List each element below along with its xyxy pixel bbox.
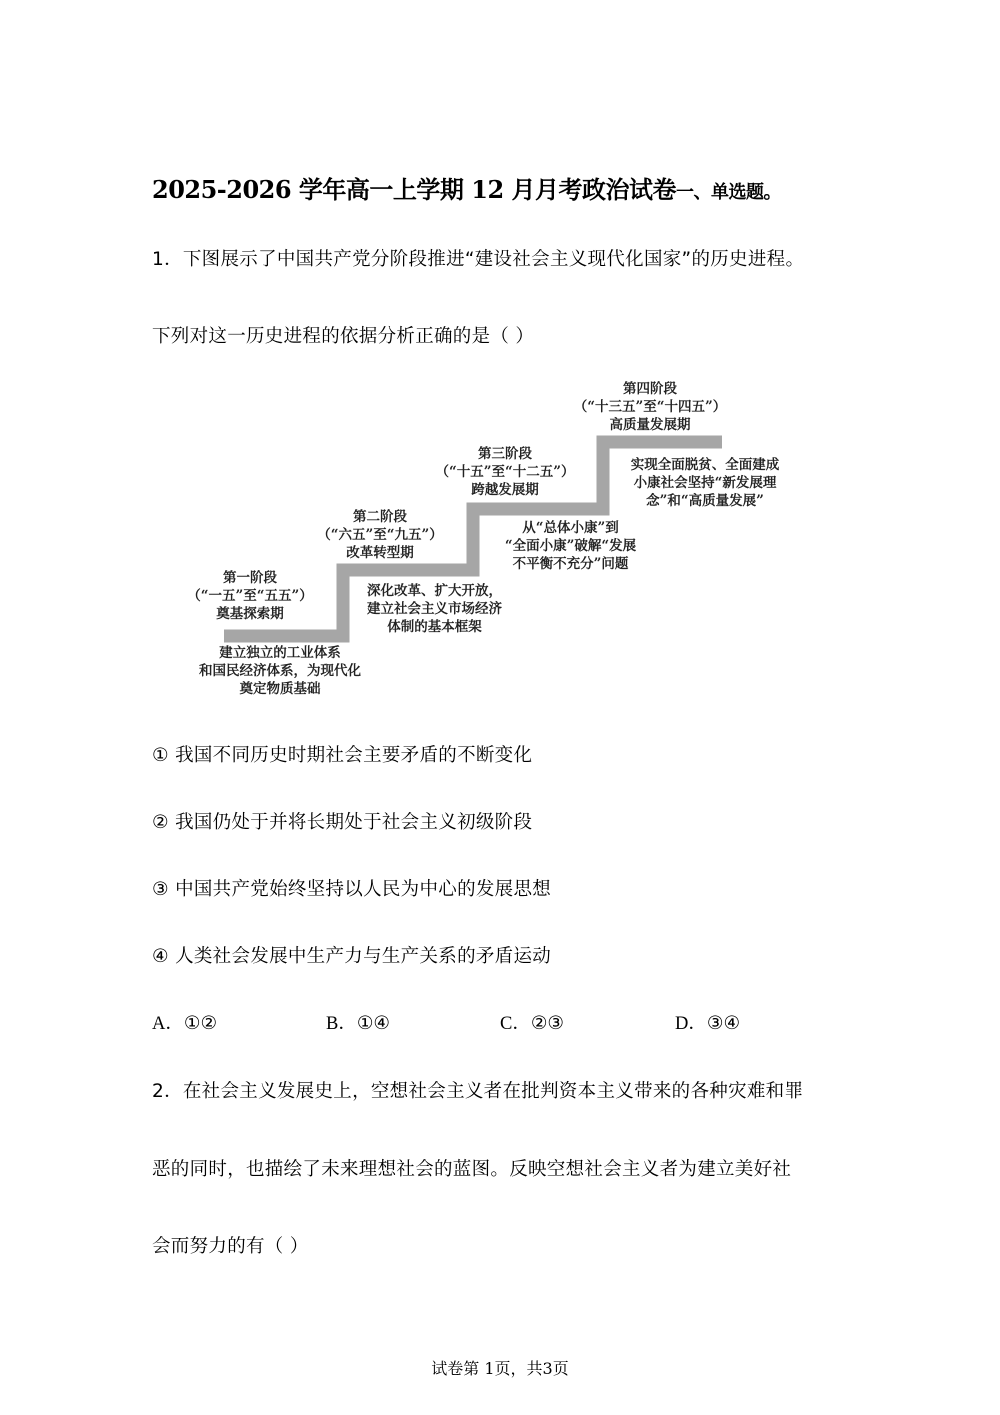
page-footer: 试卷第 1页，共3页 — [431, 1359, 569, 1378]
stage-4-desc-line: 实现全面脱贫、全面建成 — [630, 457, 780, 473]
stage-4-header — [550, 380, 750, 434]
stage-4-period: （“十三五”至“十四五”） — [573, 399, 727, 415]
stage-3-name: 第三阶段 — [478, 446, 532, 462]
stage-2-desc-line: 建立社会主义市场经济 — [367, 601, 502, 617]
q1-statement-2: ② 我国仍处于并将长期处于社会主义初级阶段 — [152, 812, 533, 833]
option-b-value: ①④ — [356, 1013, 391, 1034]
option-c[interactable] — [500, 1009, 564, 1035]
stage-3-header — [415, 445, 595, 499]
stage-2-header — [300, 508, 460, 562]
option-a[interactable] — [152, 1009, 217, 1035]
stage-2-label: 改革转型期 — [346, 545, 414, 561]
stage-3-desc — [483, 519, 658, 573]
stage-4-desc-line: 念”和“高质量发展” — [646, 493, 764, 509]
stage-4-desc — [610, 456, 800, 510]
option-d-value: ③④ — [706, 1013, 741, 1034]
section-heading: 一、单选题。 — [676, 182, 782, 203]
stage-1-desc-line: 奠定物质基础 — [239, 681, 321, 697]
exam-title: 2025-2026 学年高一上学期 12 月月考政治试卷 — [152, 175, 677, 204]
q2-stem-line2: 恶的同时，也描绘了未来理想社会的蓝图。反映空想社会主义者为建立美好社 — [152, 1159, 792, 1180]
option-d-key: D． — [675, 1014, 707, 1034]
stage-2-name: 第二阶段 — [353, 509, 407, 525]
stage-3-desc-line: “全面小康”破解“发展 — [504, 538, 637, 554]
option-a-value: ①② — [183, 1013, 218, 1034]
q2-stem-line3: 会而努力的有（ ） — [152, 1236, 309, 1257]
stage-1-period: （“一五”至“五五”） — [187, 588, 313, 604]
stage-4-desc-line: 小康社会坚持“新发展理 — [633, 475, 777, 491]
option-b[interactable] — [326, 1009, 390, 1035]
stage-4-name: 第四阶段 — [623, 381, 677, 397]
stage-1-desc — [180, 644, 380, 698]
stage-2-desc — [352, 582, 517, 636]
stage-3-desc-line: 从“总体小康”到 — [522, 520, 619, 536]
page-title — [152, 170, 781, 205]
option-a-key: A． — [152, 1014, 184, 1034]
stage-1-name: 第一阶段 — [223, 570, 277, 586]
stage-2-desc-line: 深化改革、扩大开放， — [367, 583, 502, 599]
stage-1-desc-line: 和国民经济体系，为现代化 — [199, 663, 361, 679]
q1-statement-4: ④ 人类社会发展中生产力与生产关系的矛盾运动 — [152, 946, 552, 967]
stage-2-desc-line: 体制的基本框架 — [387, 619, 482, 635]
q1-statement-1: ① 我国不同历史时期社会主要矛盾的不断变化 — [152, 745, 533, 766]
stage-1-header — [170, 569, 330, 623]
q1-stem-line2: 下列对这一历史进程的依据分析正确的是（ ） — [152, 326, 535, 347]
option-c-value: ②③ — [530, 1013, 565, 1034]
q1-statement-3: ③ 中国共产党始终坚持以人民为中心的发展思想 — [152, 879, 552, 900]
option-b-key: B． — [326, 1014, 357, 1034]
option-d[interactable] — [675, 1009, 740, 1035]
q2-stem-line1: 2．在社会主义发展史上，空想社会主义者在批判资本主义带来的各种灾难和罪 — [152, 1081, 804, 1102]
stage-1-desc-line: 建立独立的工业体系 — [219, 645, 341, 661]
stage-3-label: 跨越发展期 — [471, 482, 539, 498]
stage-4-label: 高质量发展期 — [609, 417, 691, 433]
option-c-key: C． — [500, 1014, 531, 1034]
stage-3-desc-line: 不平衡不充分”问题 — [512, 556, 629, 572]
stage-3-period: （“十五”至“十二五”） — [435, 464, 575, 480]
stage-2-period: （“六五”至“九五”） — [317, 527, 443, 543]
q1-stem-line1: 1．下图展示了中国共产党分阶段推进“建设社会主义现代化国家”的历史进程。 — [152, 249, 805, 270]
stage-1-label: 奠基探索期 — [216, 606, 284, 622]
